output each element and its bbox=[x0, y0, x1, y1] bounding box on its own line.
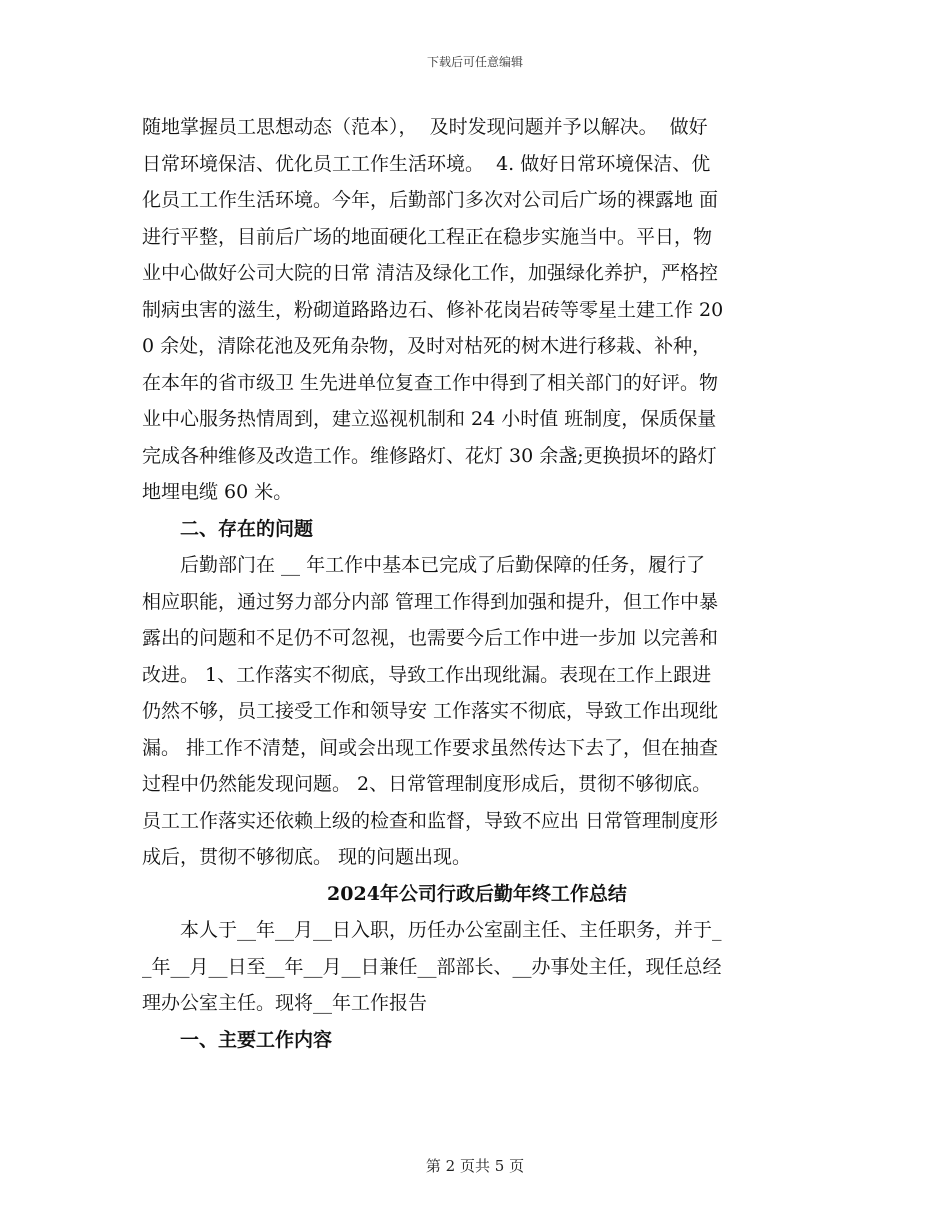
text-line: 随地掌握员工思想动态（范本）， 及时发现问题并予以解决。 做好 bbox=[142, 116, 708, 138]
text-line: _年__月__日至__年__月__日兼任__部部长、__办事处主任，现任总经 bbox=[142, 955, 722, 978]
section-heading-problems: 二、存在的问题 bbox=[180, 517, 314, 540]
text-line: 制病虫害的滋生，粉砌道路路边石、修补花岗岩砖等零星土建工作 20 bbox=[142, 298, 724, 321]
text-line: 理办公室主任。现将__年工作报告 bbox=[142, 992, 428, 1014]
text-line: 成后，贯彻不够彻底。 现的问题出现。 bbox=[142, 846, 472, 868]
section-heading-main-work: 一、主要工作内容 bbox=[180, 1028, 333, 1051]
text-line: 仍然不够，员工接受工作和领导安 工作落实不彻底，导致工作出现纰 bbox=[142, 700, 719, 722]
text-line: 日常环境保洁、优化员工工作生活环境。 4. 做好日常环境保洁、优 bbox=[142, 152, 711, 175]
text-line: 地埋电缆 60 米。 bbox=[142, 481, 293, 503]
text-line: 员工工作落实还依赖上级的检查和监督，导致不应出 日常管理制度形 bbox=[142, 809, 719, 832]
text-line: 露出的问题和不足仍不可忽视，也需要今后工作中进一步加 以完善和 bbox=[142, 627, 719, 649]
paragraph-environment bbox=[142, 109, 812, 511]
document-title: 2024年公司行政后勤年终工作总结 bbox=[327, 882, 627, 905]
text-line: 相应职能，通过努力部分内部 管理工作得到加强和提升，但工作中暴 bbox=[142, 590, 719, 613]
text-line: 业中心服务热情周到，建立巡视机制和 24 小时值 班制度，保质保量 bbox=[142, 408, 717, 430]
text-line: 漏。 排工作不清楚，间或会出现工作要求虽然传达下去了，但在抽查 bbox=[142, 736, 719, 759]
text-line: 本人于__年__月__日入职，历任办公室副主任、主任职务，并于_ bbox=[180, 919, 722, 941]
text-line: 在本年的省市级卫 生先进单位复查工作中得到了相关部门的好评。物 bbox=[142, 371, 719, 394]
text-line: 0 余处，清除花池及死角杂物，及时对枯死的树木进行移栽、补种， bbox=[142, 335, 712, 357]
document-body bbox=[142, 109, 812, 1058]
text-line: 化员工工作生活环境。今年，后勤部门多次对公司后广场的裸露地 面 bbox=[142, 189, 719, 211]
text-line: 过程中仍然能发现问题。 2、日常管理制度形成后，贯彻不够彻底。 bbox=[142, 773, 712, 795]
page-header: 下载后可任意编辑 bbox=[426, 55, 523, 69]
text-line: 完成各种维修及改造工作。维修路灯、花灯 30 余盏;更换损坏的路灯 bbox=[142, 444, 717, 467]
paragraph-intro bbox=[142, 912, 812, 1022]
text-line: 改进。 1、工作落实不彻底，导致工作出现纰漏。表现在工作上跟进 bbox=[142, 663, 712, 686]
paragraph-problems bbox=[142, 547, 812, 876]
text-line: 进行平整，目前后广场的地面硬化工程正在稳步实施当中。平日，物 bbox=[142, 225, 713, 248]
page-number: 第 2 页共 5 页 bbox=[425, 1157, 525, 1175]
text-line: 业中心做好公司大院的日常 清洁及绿化工作，加强绿化养护，严格控 bbox=[142, 262, 719, 284]
text-line: 后勤部门在 __ 年工作中基本已完成了后勤保障的任务，履行了 bbox=[180, 554, 706, 576]
